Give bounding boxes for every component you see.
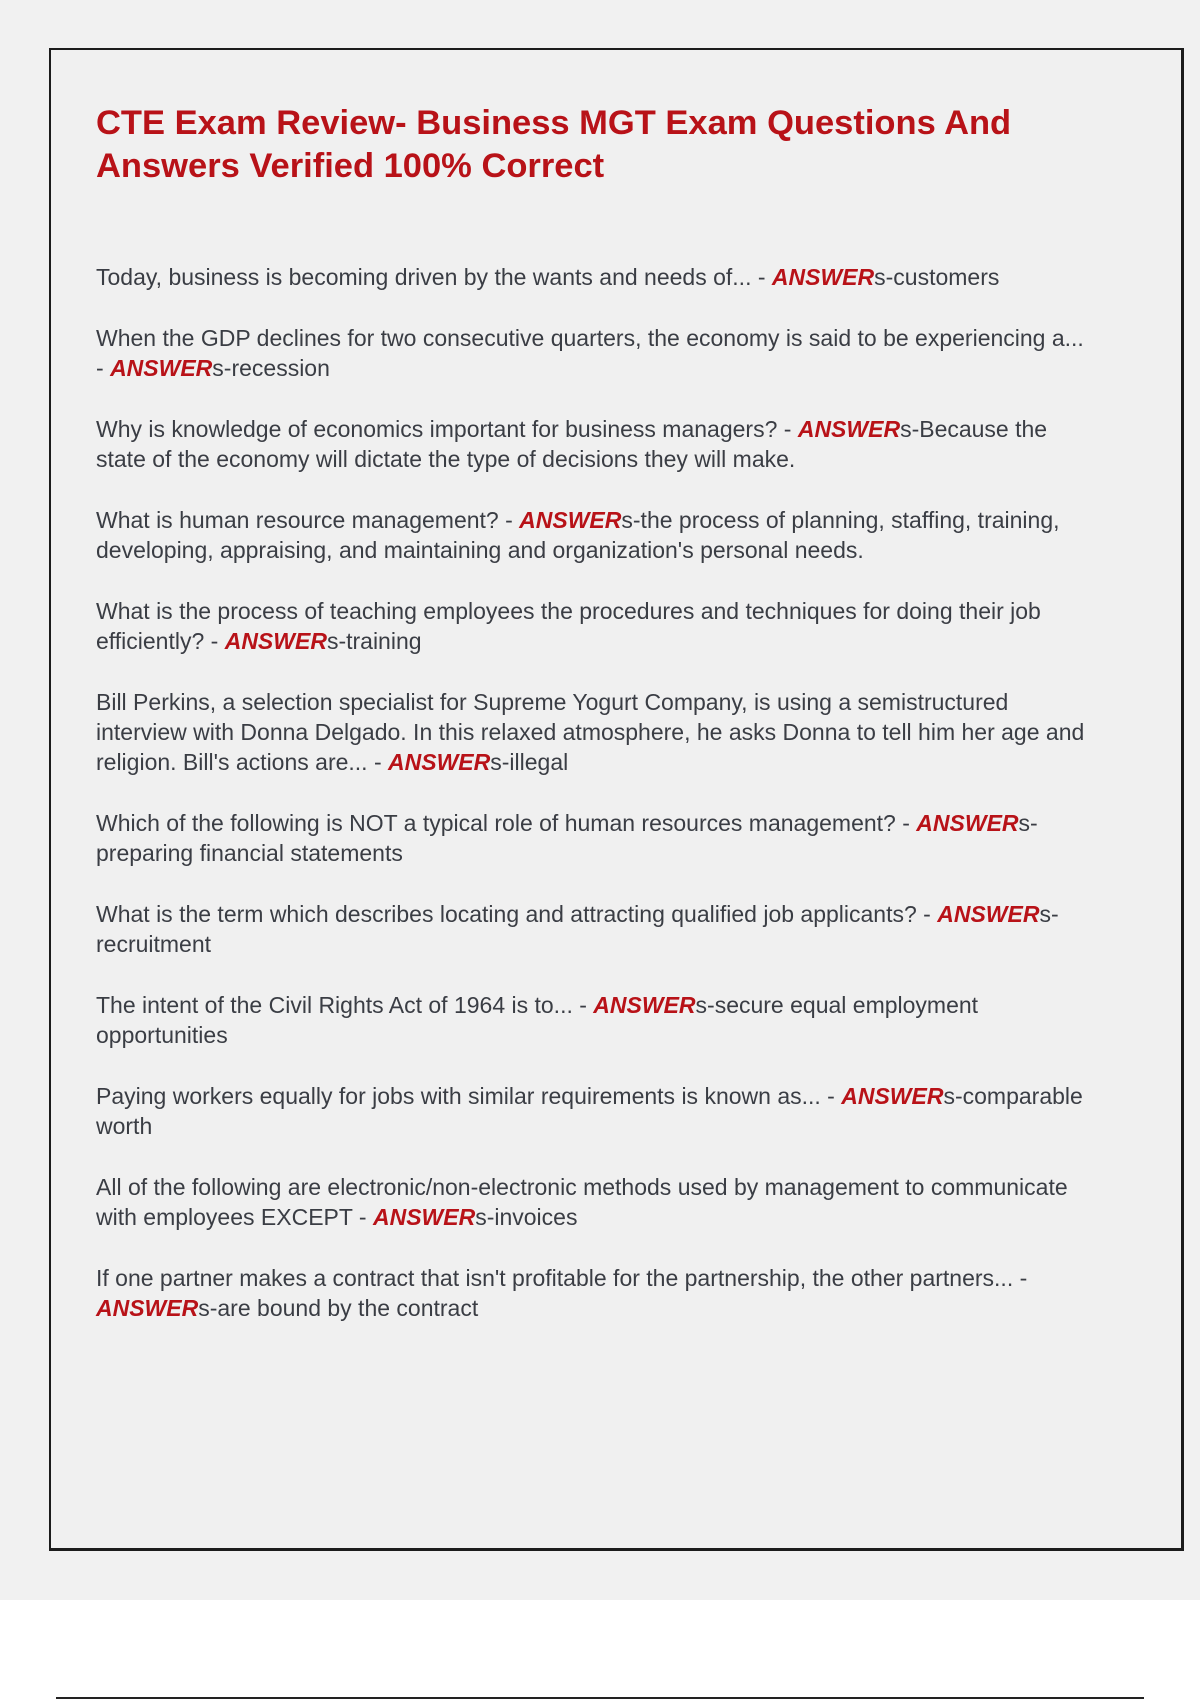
answer-marker: ANSWER — [96, 1295, 199, 1321]
question-text: When the GDP declines for two consecutive quarters, the economy is said to be experiencing a... - — [96, 325, 1084, 381]
qa-item — [96, 687, 1086, 777]
answer-marker: ANSWER — [771, 264, 875, 290]
answer-text: s-are bound by the contract — [198, 1295, 479, 1321]
answer-text: s-preparing financial statements — [96, 810, 1038, 866]
answer-marker: ANSWER — [388, 749, 491, 775]
answer-marker: ANSWER — [797, 416, 901, 442]
question-text: Today, business is becoming driven by the wants and needs of... - — [96, 264, 772, 290]
qa-item — [96, 899, 1086, 959]
document-title: CTE Exam Review- Business MGT Exam Questions And Answers Verified 100% Correct — [96, 104, 1012, 185]
qa-item — [96, 505, 1086, 565]
qa-item — [96, 808, 1086, 868]
question-text: What is human resource management? - — [96, 507, 520, 533]
answer-marker: ANSWER — [224, 628, 327, 654]
question-text: Bill Perkins, a selection specialist for Supreme Yogurt Company, is using a semistructured interview with Donna Delgado. In this relaxed atmosphere, he asks Donna to tell him her age and religion. Bill's actions are... - — [96, 689, 1085, 775]
answer-text: s-recession — [212, 355, 330, 381]
answer-text: s-customers — [874, 264, 1000, 290]
question-text: All of the following are electronic/non-electronic methods used by management to communicate with employees EXCEPT - — [96, 1174, 1068, 1230]
answer-marker: ANSWER — [519, 507, 622, 533]
answer-text: s-secure equal employment opportunities — [96, 992, 979, 1048]
answer-text: s-the process of planning, staffing, training, developing, appraising, and maintaining and organization's personal needs. — [96, 507, 1060, 563]
answer-marker: ANSWER — [916, 810, 1019, 836]
question-text: Why is knowledge of economics important for business managers? - — [96, 416, 798, 442]
qa-item — [96, 323, 1086, 383]
answer-text: s-invoices — [475, 1204, 578, 1230]
question-text: Paying workers equally for jobs with similar requirements is known as... - — [96, 1083, 842, 1109]
answer-text: s-Because the state of the economy will dictate the type of decisions they will make. — [96, 416, 1048, 472]
question-text: Which of the following is NOT a typical role of human resources management? - — [96, 810, 917, 836]
qa-item — [96, 990, 1086, 1050]
question-text: If one partner makes a contract that isn't profitable for the partnership, the other partners... - — [96, 1265, 1028, 1291]
answer-marker: ANSWER — [372, 1204, 476, 1230]
qa-item — [96, 414, 1086, 474]
answer-marker: ANSWER — [937, 901, 1040, 927]
answer-marker: ANSWER — [110, 355, 213, 381]
qa-list — [96, 262, 1086, 1354]
question-text: The intent of the Civil Rights Act of 1964 is to... - — [96, 992, 594, 1018]
qa-item — [96, 1081, 1086, 1141]
qa-item — [96, 1263, 1086, 1323]
qa-item — [96, 1172, 1086, 1232]
answer-marker: ANSWER — [841, 1083, 944, 1109]
question-text: What is the process of teaching employees the procedures and techniques for doing their job efficiently? - — [96, 598, 1041, 654]
question-text: What is the term which describes locating and attracting qualified job applicants? - — [96, 901, 938, 927]
qa-item — [96, 262, 1086, 292]
answer-text: s-training — [326, 628, 422, 654]
footer-rule — [56, 1697, 1144, 1699]
answer-text: s-illegal — [490, 749, 569, 775]
answer-text: s-recruitment — [96, 901, 1059, 957]
answer-marker: ANSWER — [593, 992, 696, 1018]
answer-text: s-comparable worth — [96, 1083, 1083, 1139]
qa-item — [96, 596, 1086, 656]
